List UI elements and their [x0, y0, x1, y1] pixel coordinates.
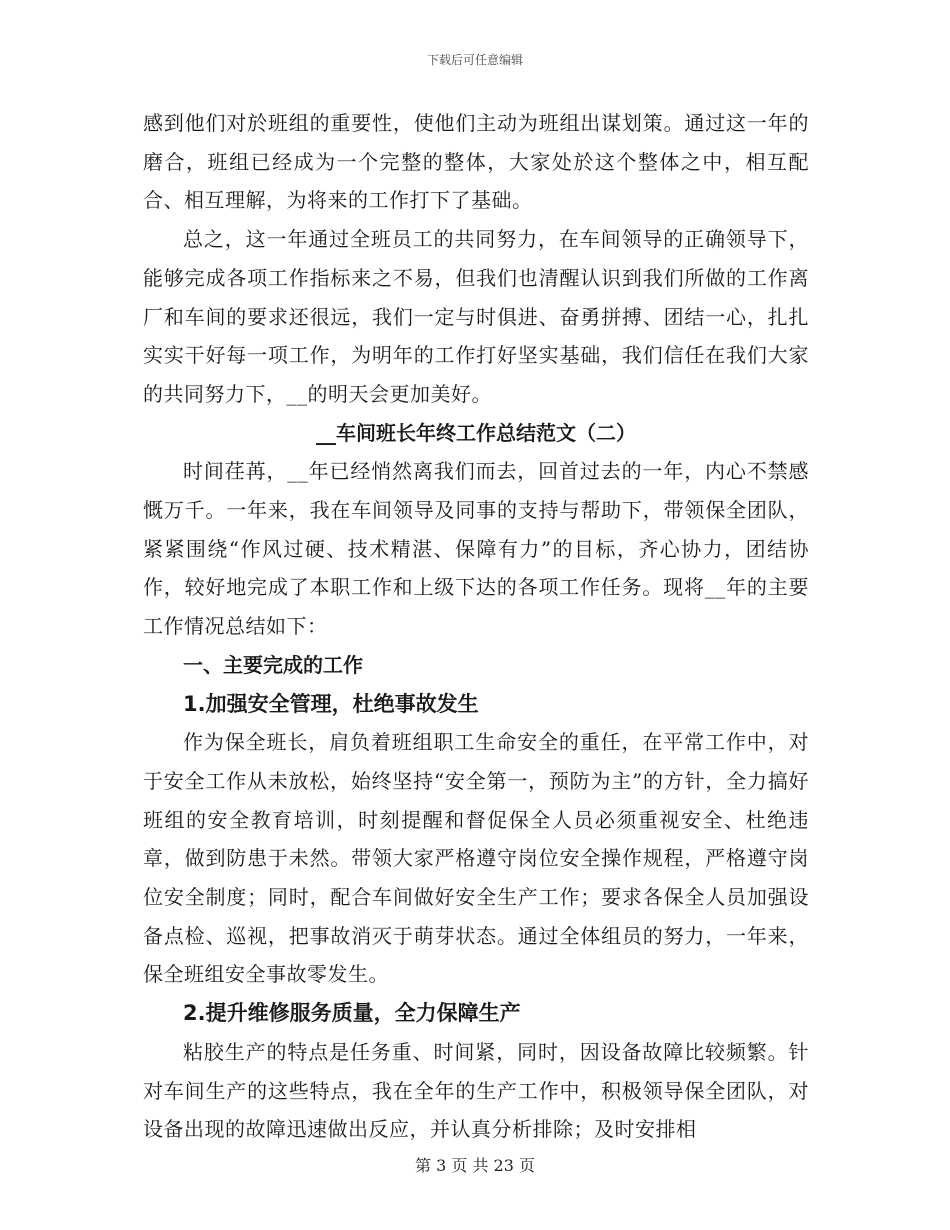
heading-maintenance: 2.提升维修服务质量，全力保障生产: [183, 1001, 521, 1026]
heading-safety: 1.加强安全管理，杜绝事故发生: [183, 691, 479, 716]
section-title: __车间班长年终工作总结范文（二）: [316, 420, 636, 445]
paragraph-maintenance: 粘胶生产的特点是任务重、时间紧，同时，因设备故障比较频繁。针对车间生产的这些特点，我在全年的生产工作中，积极领导保全团队，对设备出现的故障迅速做出反应，并认真分析排除；及时安排相: [143, 1039, 809, 1142]
heading-main-work: 一、主要完成的工作: [183, 652, 363, 677]
paragraph-intro: 时间荏苒，__年已经悄然离我们而去，回首过去的一年，内心不禁感慨万千。一年来，我在车间领导及同事的支持与帮助下，带领保全团队，紧紧围绕“作风过硬、技术精湛、保障有力”的目标，齐心协力，团结协作，较好地完成了本职工作和上级下达的各项工作任务。现将__年的主要工作情况总结如下：: [143, 459, 809, 639]
page-number: 第 3 页 共 23 页: [415, 1156, 535, 1175]
paragraph-continuation: 感到他们对於班组的重要性，使他们主动为班组出谋划策。通过这一年的磨合，班组已经成为一个完整的整体，大家处於这个整体之中，相互配合、相互理解，为将来的工作打下了基础。: [143, 111, 809, 213]
paragraph-safety: 作为保全班长，肩负着班组职工生命安全的重任，在平常工作中，对于安全工作从未放松，始终坚持“安全第一，预防为主”的方针，全力搞好班组的安全教育培训，时刻提醒和督促保全人员必须重视安全、杜绝违章，做到防患于未然。带领大家严格遵守岗位安全操作规程，严格遵守岗位安全制度；同时，配合车间做好安全生产工作；要求各保全人员加强设备点检、巡视，把事故消灭于萌芽状态。通过全体组员的努力，一年来，保全班组安全事故零发生。: [143, 730, 809, 987]
paragraph-conclusion: 总之，这一年通过全班员工的共同努力，在车间领导的正确领导下，能够完成各项工作指标来之不易，但我们也清醒认识到我们所做的工作离厂和车间的要求还很远，我们一定与时俱进、奋勇拼搏、团结一心，扎扎实实干好每一项工作，为明年的工作打好坚实基础，我们信任在我们大家的共同努力下，__的明天会更加美好。: [143, 227, 809, 406]
page-header-note: 下载后可任意编辑: [426, 53, 523, 67]
document-body: [143, 104, 809, 1149]
